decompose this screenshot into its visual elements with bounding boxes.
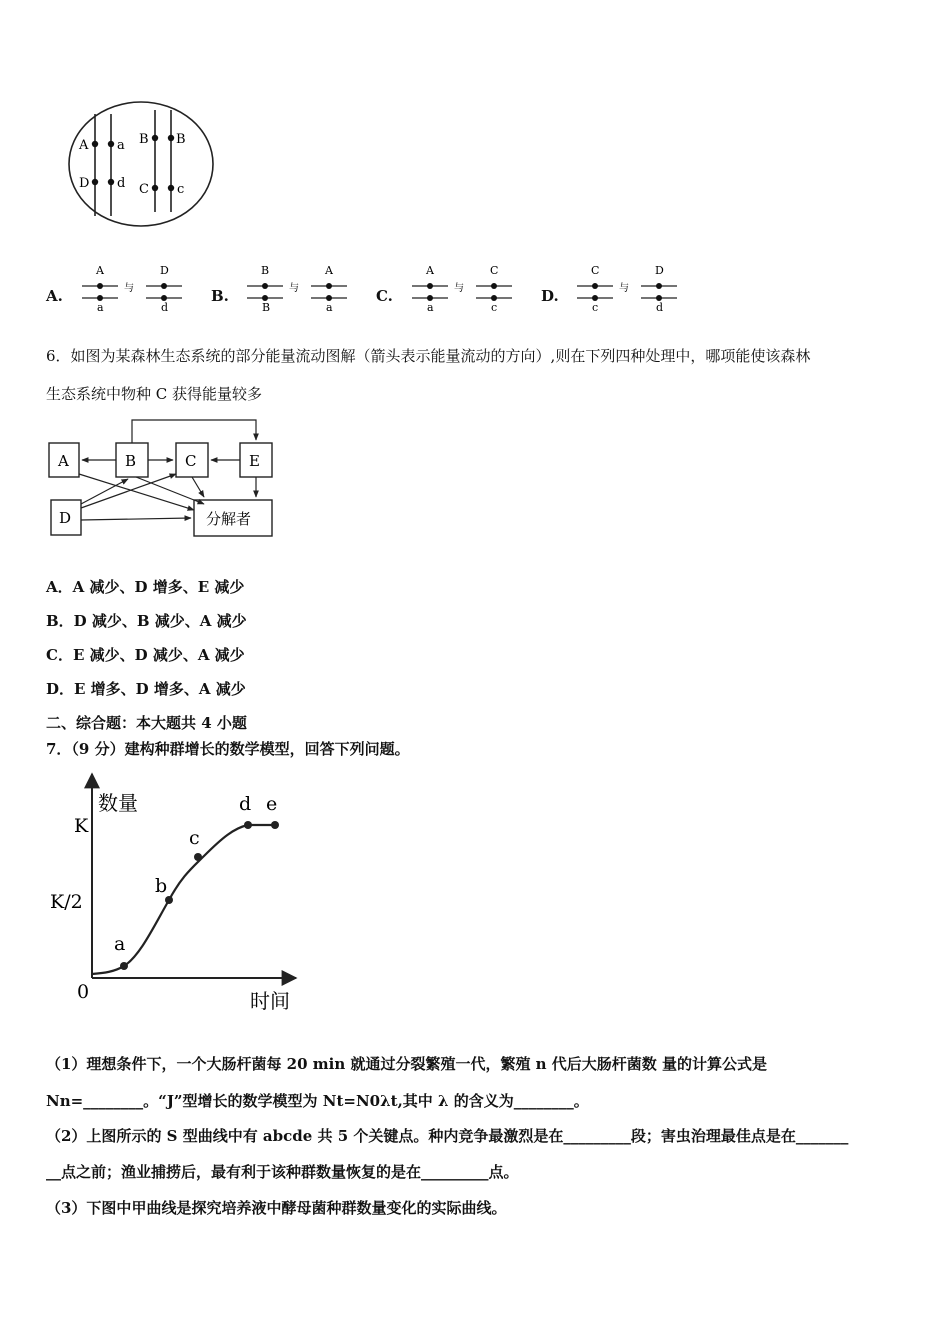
node-C: C [185,452,197,470]
label-D: D [79,176,90,191]
chromosome-pair-figure [243,258,393,314]
gene-label-top: D [160,264,169,277]
option-letter: C. [376,287,393,305]
gene-label-top: A [96,264,104,277]
joiner-text: 与 [289,283,299,294]
gene-label-top: A [426,264,434,277]
label-C: C [139,182,149,197]
q6-option-a[interactable]: A．A 减少、D 增多、E 减少 [46,578,245,596]
point-e [271,821,279,829]
q7-part3: （3）下图中甲曲线是探究培养液中酵母菌种群数量变化的实际曲线。 [46,1199,507,1217]
joiner-text: 与 [124,283,134,294]
gene-label-bottom: d [161,301,169,314]
gene-label-bottom: a [97,301,104,314]
node-B: B [125,452,137,470]
gene-label-top: C [490,264,499,277]
label-a: a [117,138,125,153]
label-point-b: b [155,875,168,897]
q6-stem-line2: 生态系统中物种 C 获得能量较多 [46,385,263,403]
gene-label-bottom: a [326,301,333,314]
tick-K2: K/2 [50,891,83,913]
gene-label-bottom: d [656,301,664,314]
label-B2: B [176,132,186,147]
gene-label-bottom: c [592,301,599,314]
option-letter: A. [46,287,63,305]
label-point-d: d [239,793,252,815]
q7-part2-line1: （2）上图所示的 S 型曲线中有 abcde 共 5 个关键点。种内竞争最激烈是在_________段；害虫治理最佳点是在_______ [46,1127,849,1145]
option-letter: B. [211,287,229,305]
q6-stem-line1: 6．如图为某森林生态系统的部分能量流动图解（箭头表示能量流动的方向）,则在下列四种处理中，哪项能使该森林 [46,347,811,365]
q7-part2-line2: __点之前；渔业捕捞后，最有利于该种群数量恢复的是在_________点。 [46,1163,519,1181]
node-D: D [59,509,72,527]
gene-label-top: C [591,264,600,277]
gene-label-top: B [261,264,270,277]
s-curve-chart [44,768,306,1020]
tick-K: K [74,815,89,837]
q6-option-b[interactable]: B．D 减少、B 减少、A 减少 [46,612,247,630]
label-point-e: e [266,793,278,815]
node-decomposer: 分解者 [206,510,252,528]
label-c: c [177,182,185,197]
option-letter: D. [541,287,559,305]
label-point-c: c [189,827,200,849]
chromosome-pair-figure [408,258,558,314]
point-a [120,962,128,970]
q7-part1-line2: Nn=________。“J”型增长的数学模型为 Nt=N0λt,其中 λ 的含义为________。 [46,1092,589,1110]
gene-label-top: D [655,264,664,277]
label-point-a: a [114,933,126,955]
q6-option-c[interactable]: C．E 减少、D 减少、A 减少 [46,646,245,664]
q6-option-d[interactable]: D．E 增多、D 增多、A 减少 [46,680,246,698]
joiner-text: 与 [454,283,464,294]
point-d [244,821,252,829]
x-axis-label: 时间 [250,989,290,1013]
point-b [165,896,173,904]
node-E: E [249,452,260,470]
chromosome-pair-figure [573,258,723,314]
label-B1: B [139,132,149,147]
point-c [194,853,202,861]
gene-label-bottom: B [262,301,271,314]
gene-label-bottom: c [491,301,498,314]
energy-flow-diagram [46,412,278,540]
gene-label-bottom: a [427,301,434,314]
joiner-text: 与 [619,283,629,294]
node-A: A [58,452,69,470]
cell-chromosome-diagram [66,98,216,230]
chromosome-pair-figure [78,258,228,314]
tick-0: 0 [77,981,90,1003]
section-heading: 二、综合题：本大题共 4 小题 [46,714,247,732]
gene-label-top: A [325,264,333,277]
q7-title: 7．（9 分）建构种群增长的数学模型，回答下列问题。 [46,740,410,758]
label-A: A [79,138,89,153]
y-axis-label: 数量 [98,791,138,815]
label-d: d [117,176,126,191]
q7-part1-line1: （1）理想条件下，一个大肠杆菌每 20 min 就通过分裂繁殖一代，繁殖 n 代后大肠杆菌数 量的计算公式是 [46,1055,768,1073]
